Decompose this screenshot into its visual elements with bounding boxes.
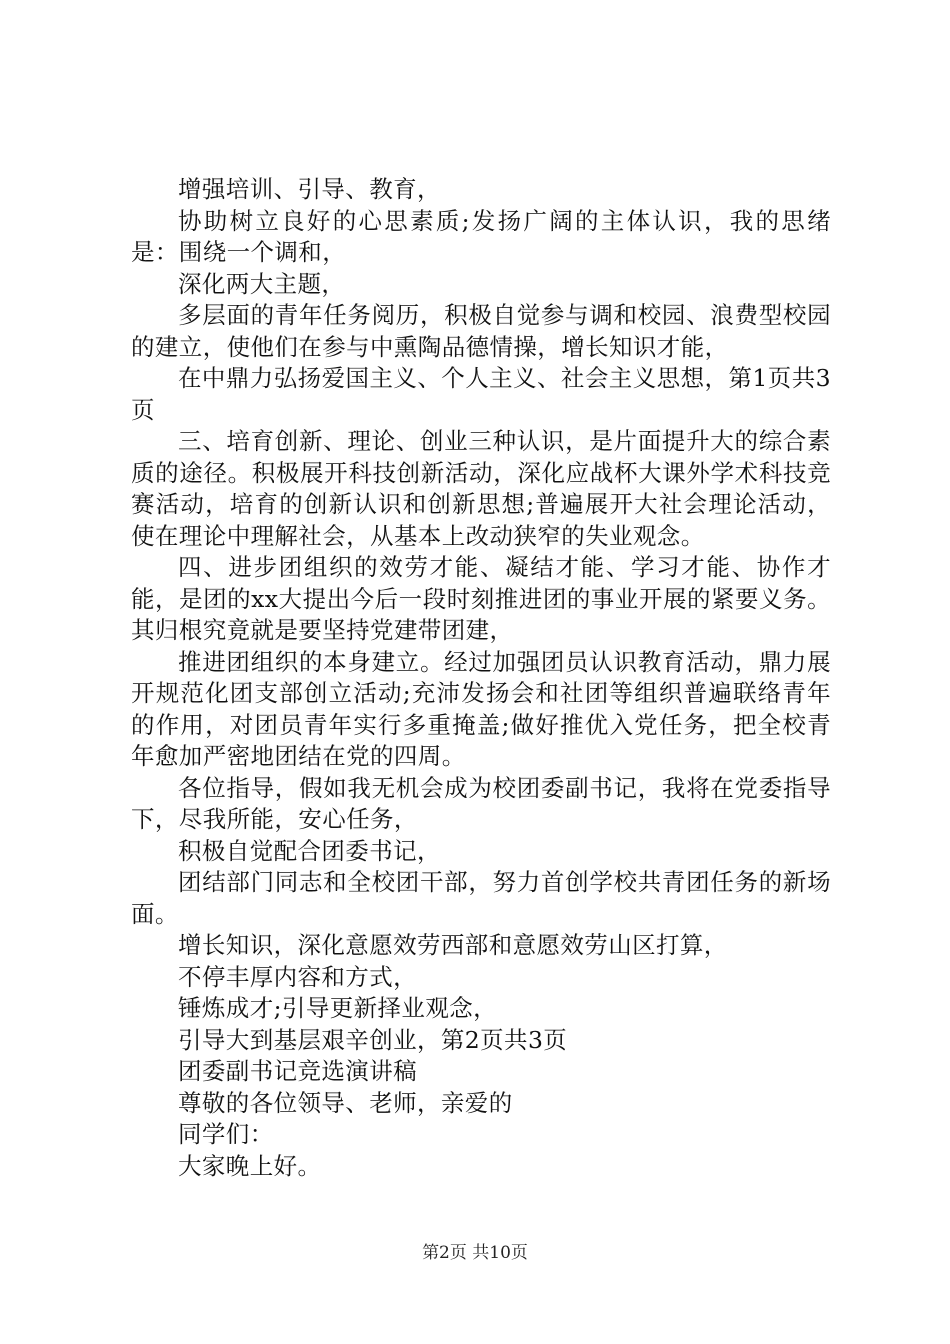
paragraph: 锤炼成才;引导更新择业观念， [178, 994, 498, 1022]
salutation: 尊敬的各位领导、老师，亲爱的 [178, 1088, 513, 1117]
paragraph: 不停丰厚内容和方式， [178, 962, 417, 991]
paragraph: 四、进步团组织的效劳才能、凝结才能、学习才能、协作才能，是团的xx大提出今后一段时刻推进团的事业开展的紧要义务。其归根究竟就是要坚持党建带团建， [131, 553, 831, 644]
paragraph: 积极自觉配合团委书记， [178, 836, 441, 865]
paragraph: 深化两大主题， [178, 269, 346, 298]
paragraph: 团结部门同志和全校团干部，努力首创学校共青团任务的新场面。 [131, 868, 831, 928]
page-number-footer: 第2页 共10页 [422, 1243, 528, 1263]
paragraph: 增强培训、引导、教育， [178, 175, 441, 203]
paragraph: 各位指导，假如我无机会成为校团委副书记，我将在党委指导下，尽我所能，安心任务， [131, 773, 831, 833]
paragraph: 推进团组织的本身建立。经过加强团员认识教育活动，鼎力展开规范化团支部创立活动;充沛发扬会和社团等组织普遍联络青年的作用，对团员青年实行多重掩盖;做好推优入党任务，把全校青年愈加严密地团结在党的四周。 [131, 647, 831, 770]
paragraph: 在中鼎力弘扬爱国主义、个人主义、社会主义思想，第1页共3页 [131, 364, 831, 424]
speech-title: 团委副书记竞选演讲稿 [178, 1057, 417, 1085]
greeting: 大家晚上好。 [178, 1151, 322, 1180]
paragraph: 三、培育创新、理论、创业三种认识，是片面提升大的综合素质的途径。积极展开科技创新活动，深化应战杯大课外学术科技竞赛活动，培育的创新认识和创新思想;普遍展开大社会理论活动，使在理论中理解社会，从基本上改动狭窄的失业观念。 [131, 427, 831, 550]
document-body [131, 174, 831, 1182]
paragraph: 引导大到基层艰辛创业，第2页共3页 [178, 1025, 568, 1054]
paragraph: 多层面的青年任务阅历，积极自觉参与调和校园、浪费型校园的建立，使他们在参与中熏陶品德情操，增长知识才能， [131, 301, 831, 361]
paragraph: 增长知识，深化意愿效劳西部和意愿效劳山区打算， [178, 931, 728, 959]
paragraph: 协助树立良好的心思素质;发扬广阔的主体认识，我的思绪是：围绕一个调和， [131, 206, 831, 266]
salutation: 同学们： [178, 1120, 274, 1148]
